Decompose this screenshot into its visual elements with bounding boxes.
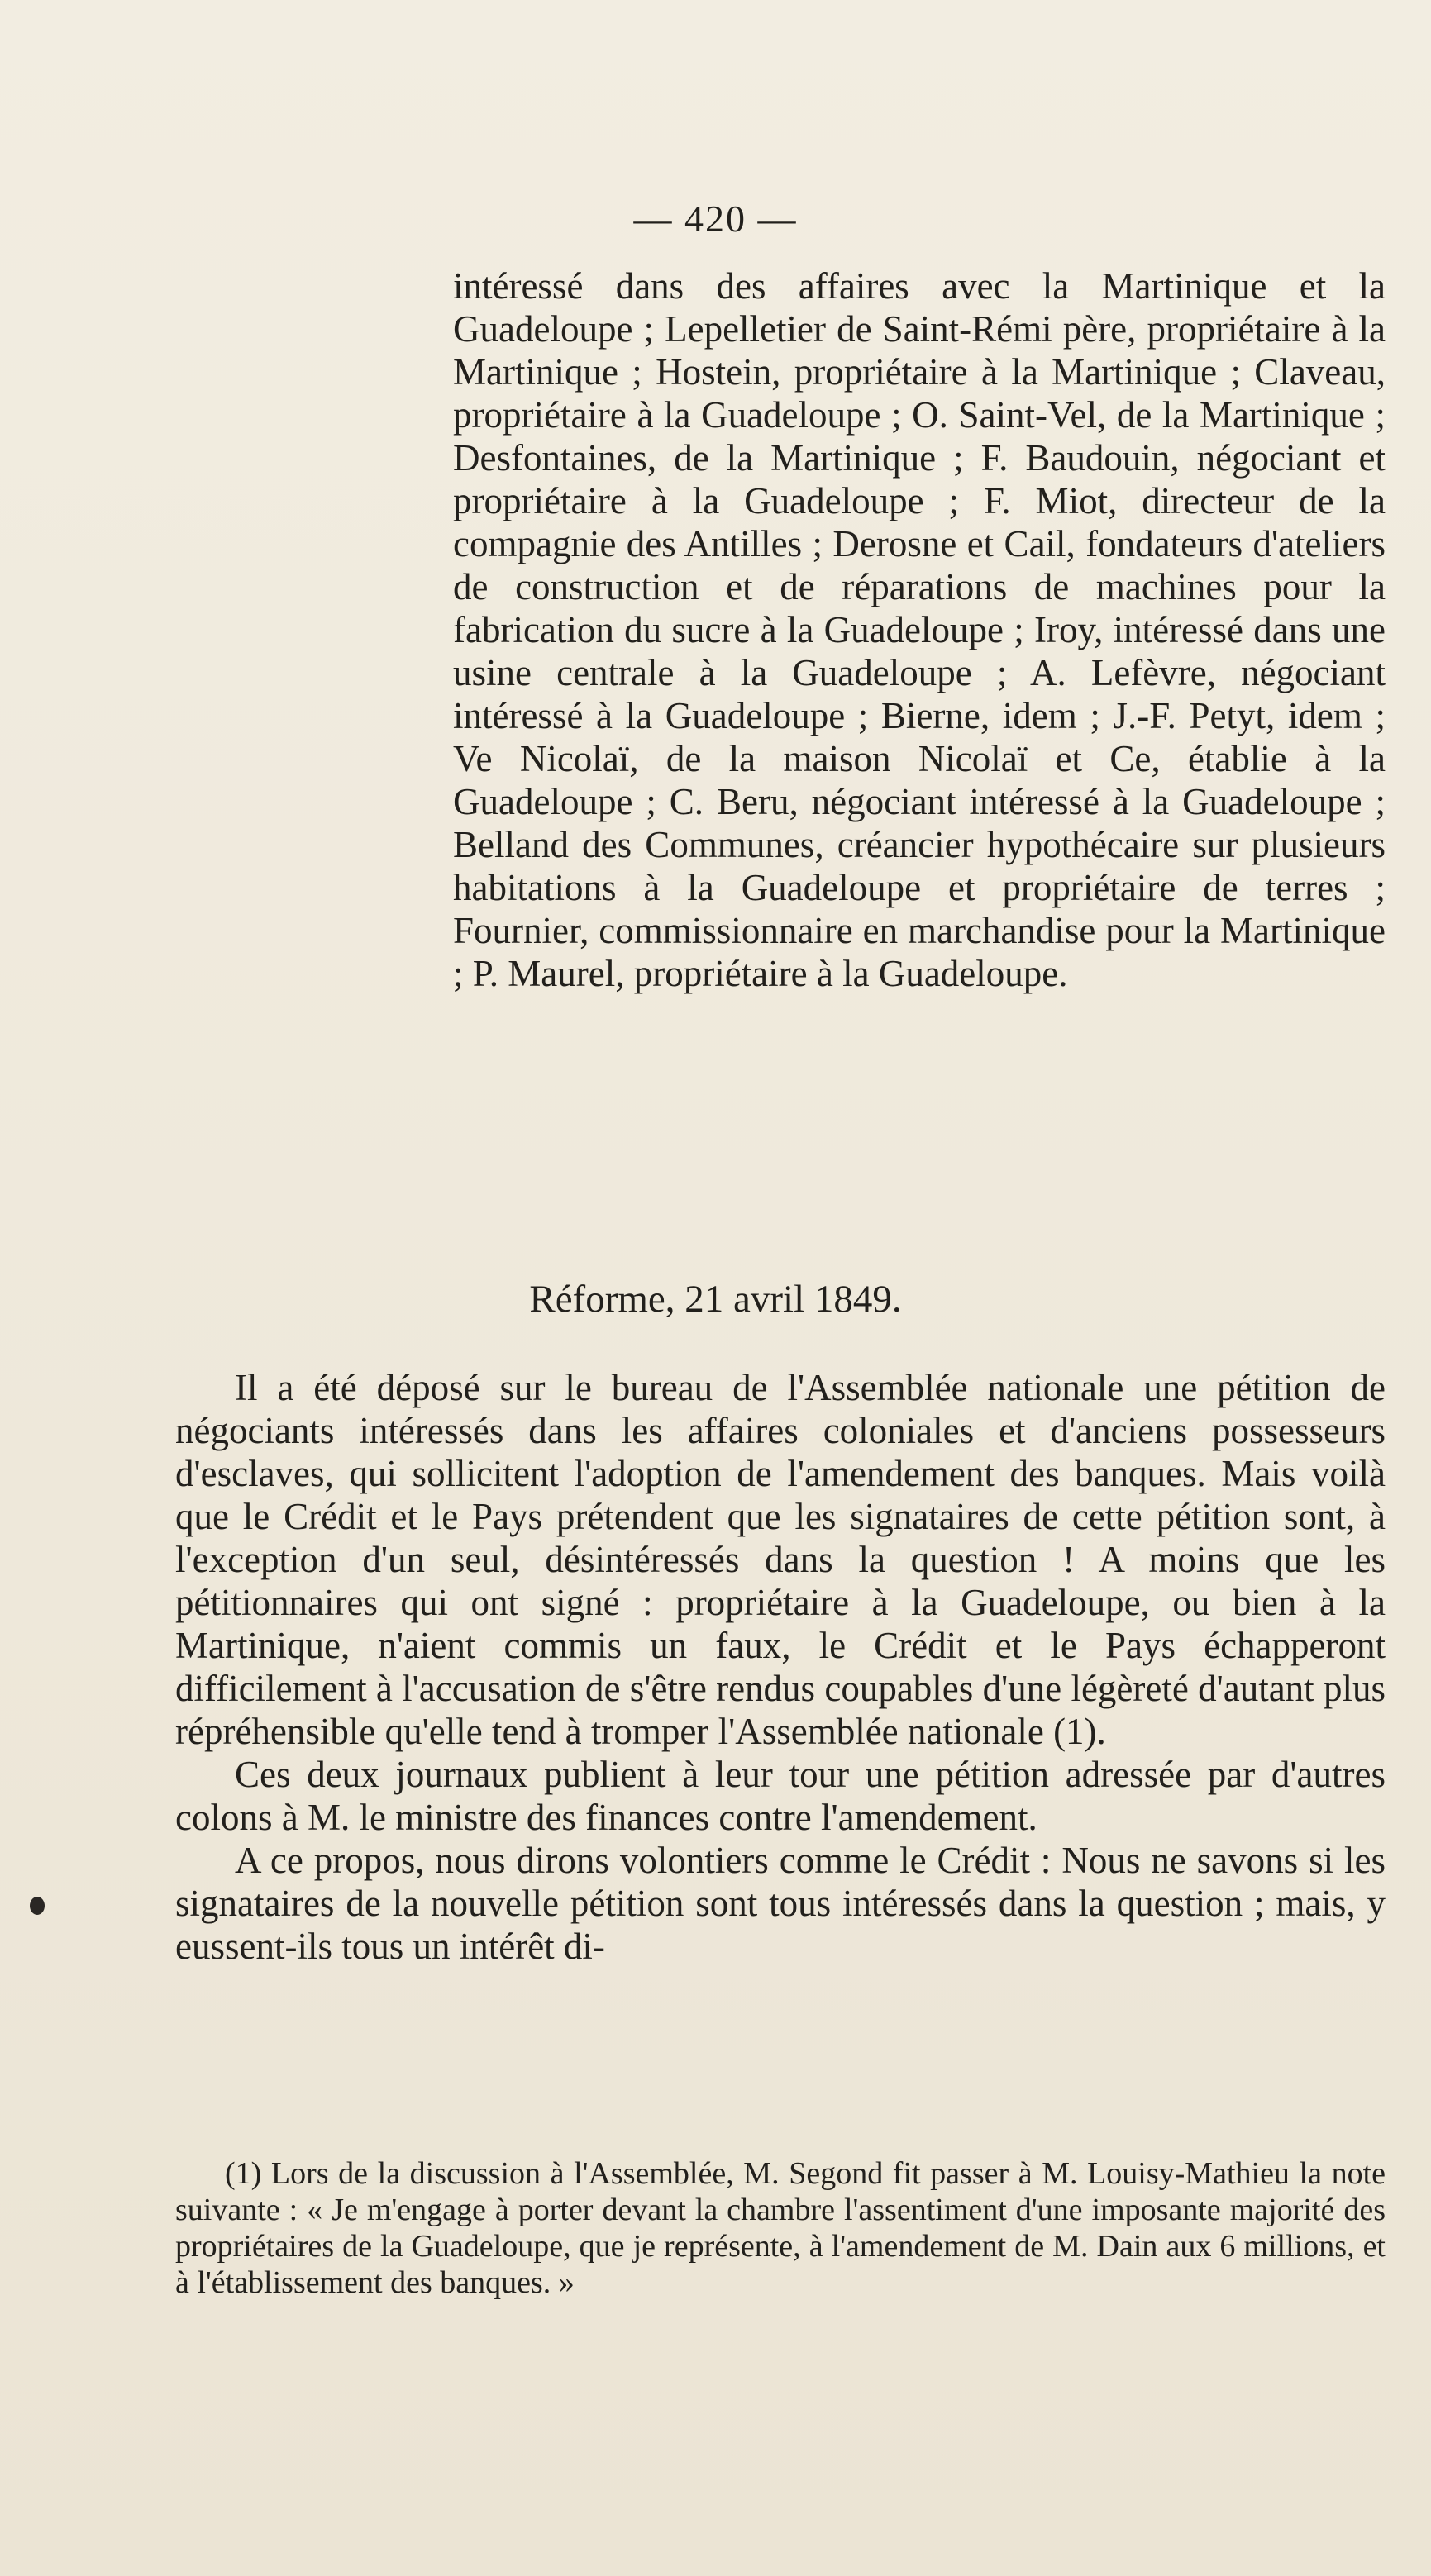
page-number: — 420 — xyxy=(633,198,798,240)
body-paragraph-3: A ce propos, nous dirons volontiers comme le Crédit : Nous ne savons si les signataires de la nouvelle pétition sont tous intéressés dans la question ; mais, y eussent-ils tous un intérêt di- xyxy=(175,1840,1386,1967)
footnote: (1) Lors de la discussion à l'Assemblée, M. Segond fit passer à M. Louisy-Mathieu la note suivante : « Je m'engage à porter devant la chambre l'assentiment d'une imposante majorité des propriétaires de la Guadeloupe, que je représente, à l'amendement de M. Dain aux 6 millions, et à l'établissement des banques. » xyxy=(175,2156,1386,2300)
article-body xyxy=(175,1366,1386,1968)
ink-spot xyxy=(30,1897,45,1915)
continuation-paragraph: intéressé dans des affaires avec la Martinique et la Guadeloupe ; Lepelletier de Saint-Rémi père, propriétaire à la Martinique ; Hostein, propriétaire à la Martinique ; Claveau, propriétaire à la Guadeloupe ; O. Saint-Vel, de la Martinique ; Desfontaines, de la Martinique ; F. Baudouin, négociant et propriétaire à la Guadeloupe ; F. Miot, directeur de la compagnie des Antilles ; Derosne et Cail, fondateurs d'ateliers de construction et de réparations de machines pour la fabrication du sucre à la Guadeloupe ; Iroy, intéressé dans une usine centrale à la Guadeloupe ; A. Lefèvre, négociant intéressé à la Guadeloupe ; Bierne, idem ; J.-F. Petyt, idem ; Ve Nicolaï, de la maison Nicolaï et Ce, établie à la Guadeloupe ; C. Beru, négociant intéressé à la Guadeloupe ; Belland des Communes, créancier hypothécaire sur plusieurs habitations à la Guadeloupe et propriétaire de terres ; Fournier, commissionnaire en marchandise pour la Martinique ; P. Maurel, propriétaire à la Guadeloupe. xyxy=(453,265,1386,994)
petitioner-list-block xyxy=(453,264,1386,995)
body-paragraph-2: Ces deux journaux publient à leur tour une pétition adressée par d'autres colons à M. le ministre des finances contre l'amendement. xyxy=(175,1754,1386,1838)
dateline: Réforme, 21 avril 1849. xyxy=(529,1278,902,1321)
body-paragraph-1: Il a été déposé sur le bureau de l'Assemblée nationale une pétition de négociants intéressés dans les affaires coloniales et d'anciens possesseurs d'esclaves, qui sollicitent l'adoption de l'amendement des banques. Mais voilà que le Crédit et le Pays prétendent que les signataires de cette pétition sont, à l'exception d'un seul, désintéressés dans la question ! A moins que les pétitionnaires qui ont signé : propriétaire à la Guadeloupe, ou bien à la Martinique, n'aient commis un faux, le Crédit et le Pays échapperont difficilement à l'accusation de s'être rendus coupables d'une légèreté d'autant plus répréhensible qu'elle tend à tromper l'Assemblée nationale (1). xyxy=(175,1367,1386,1752)
